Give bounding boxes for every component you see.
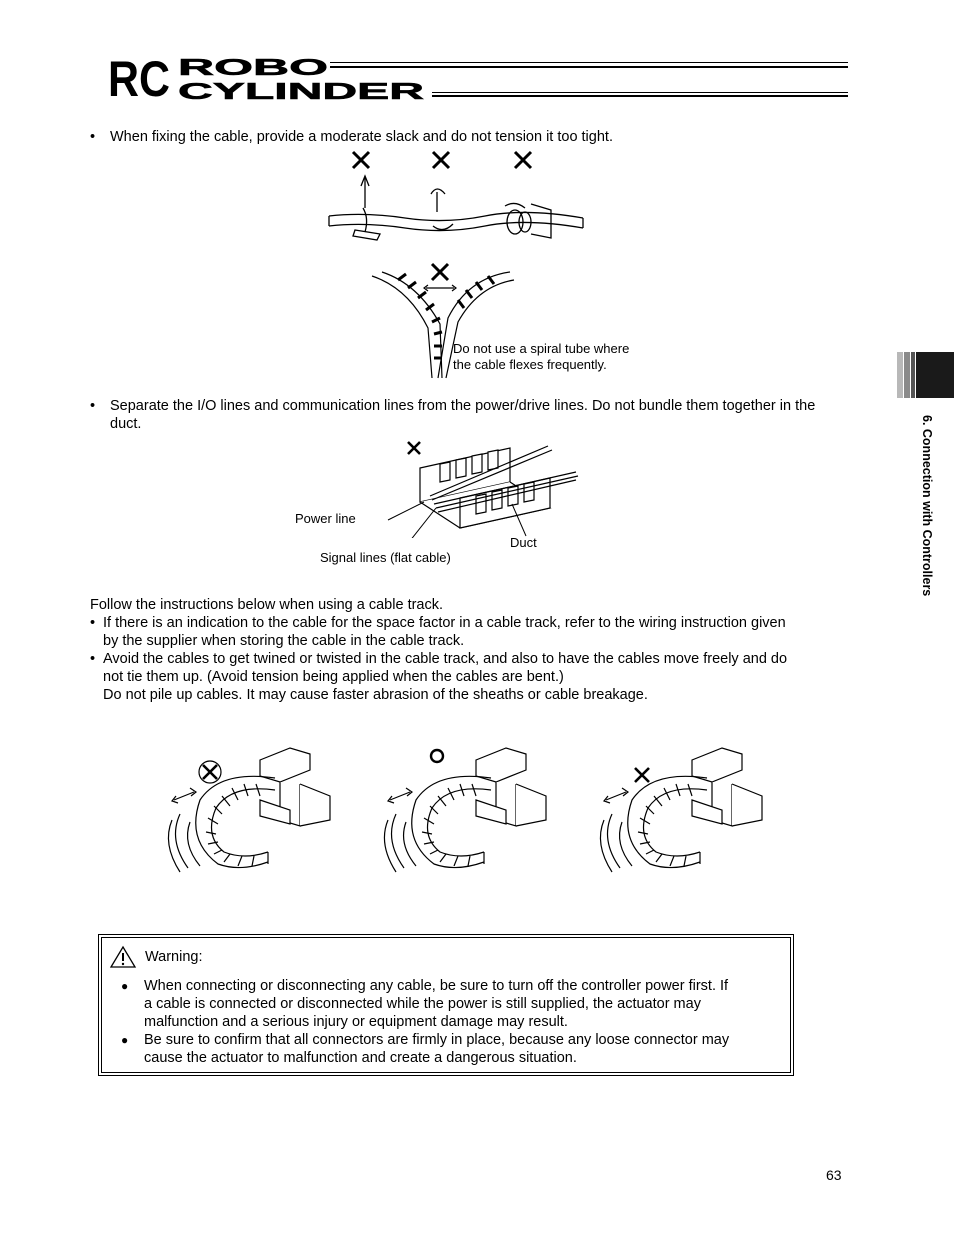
bullet-separate-lines — [90, 397, 850, 433]
cable-track-item-2-line-3: Do not pile up cables. It may cause faster abrasion of the sheaths or cable breakage. — [103, 687, 648, 703]
spiral-note — [453, 341, 629, 373]
ng-marks — [353, 152, 531, 168]
bullet-dot: ● — [121, 1033, 129, 1047]
bullet-text: When fixing the cable, provide a moderate slack and do not tension it too tight. — [110, 129, 613, 145]
warning-header — [109, 945, 202, 969]
ng-mark — [635, 768, 649, 782]
cable-track-item-2 — [90, 650, 850, 704]
logo-bottom-word: CYLINDER — [178, 78, 425, 104]
cable-track-ok — [384, 748, 546, 872]
robo-cylinder-logo — [108, 52, 428, 104]
bullet-dot: • — [90, 615, 96, 631]
warning-item-1-line-3: malfunction and a serious injury or equipment damage may result. — [144, 1014, 568, 1030]
cable-track-item-1-line-2: by the supplier when storing the cable in the cable track. — [103, 633, 465, 649]
warning-item-1-line-1: When connecting or disconnecting any cable, be sure to turn off the controller power first. If — [144, 978, 729, 994]
side-tab-label: 6. Connection with Controllers — [920, 415, 934, 597]
ng-mark — [432, 264, 448, 280]
warning-item-2 — [121, 1031, 781, 1067]
cable-track-figures — [160, 740, 780, 890]
bullet-dot: • — [90, 651, 96, 667]
ng-mark — [408, 442, 420, 454]
logo-top-word: ROBO — [178, 54, 328, 80]
cable-track-instructions — [90, 596, 850, 704]
warning-item-2-line-2: cause the actuator to malfunction and create a dangerous situation. — [144, 1050, 577, 1066]
warning-items — [121, 977, 781, 1067]
bullet-dot: • — [90, 398, 96, 414]
cable-track-ng-2 — [600, 748, 762, 872]
label-duct: Duct — [510, 535, 537, 550]
bullet-text: Separate the I/O lines and communication lines from the power/drive lines. Do not bundle them together in the duct. — [110, 398, 816, 432]
cable-track-item-1-line-1: If there is an indication to the cable for the space factor in a cable track, refer to the wiring instruction given — [103, 615, 786, 631]
cable-fixing-figure — [325, 148, 590, 243]
header-rule-bottom-thick — [432, 95, 848, 97]
header-rule-top-thick — [330, 66, 848, 68]
logo-letters: RC — [108, 52, 170, 104]
duct-figure — [380, 438, 580, 538]
warning-title: Warning: — [145, 949, 203, 965]
warning-item-2-line-1: Be sure to confirm that all connectors are firmly in place, because any loose connector may — [144, 1032, 730, 1048]
cable-track-item-2-line-1: Avoid the cables to get twined or twisted in the cable track, and also to have the cables move freely and do — [103, 651, 788, 667]
warning-box — [98, 934, 794, 1076]
warning-item-1 — [121, 977, 781, 1031]
bullet-dot: ● — [121, 979, 129, 993]
header — [0, 0, 954, 110]
cable-track-ng-1 — [168, 748, 330, 872]
ng-mark-circled — [199, 761, 221, 783]
ok-mark — [431, 750, 443, 762]
side-tab — [897, 352, 954, 398]
bullet-dot: • — [90, 129, 96, 145]
cable-track-item-2-line-2: not tie them up. (Avoid tension being applied when the cables are bent.) — [103, 669, 564, 685]
cable-track-intro: Follow the instructions below when using a cable track. — [90, 597, 444, 613]
page-number: 63 — [826, 1167, 842, 1183]
header-rule-top — [330, 62, 848, 63]
warning-item-1-line-2: a cable is connected or disconnected while the power is still supplied, the actuator may — [144, 996, 701, 1012]
warning-triangle-icon — [109, 945, 137, 969]
cable-track-item-1 — [90, 614, 850, 650]
label-signal-lines: Signal lines (flat cable) — [320, 550, 451, 565]
label-power-line: Power line — [295, 511, 356, 526]
spiral-note-line-2: the cable flexes frequently. — [453, 357, 607, 372]
spiral-note-line-1: Do not use a spiral tube where — [453, 341, 630, 356]
header-rule-bottom — [432, 92, 848, 93]
bullet-cable-slack — [90, 128, 850, 146]
